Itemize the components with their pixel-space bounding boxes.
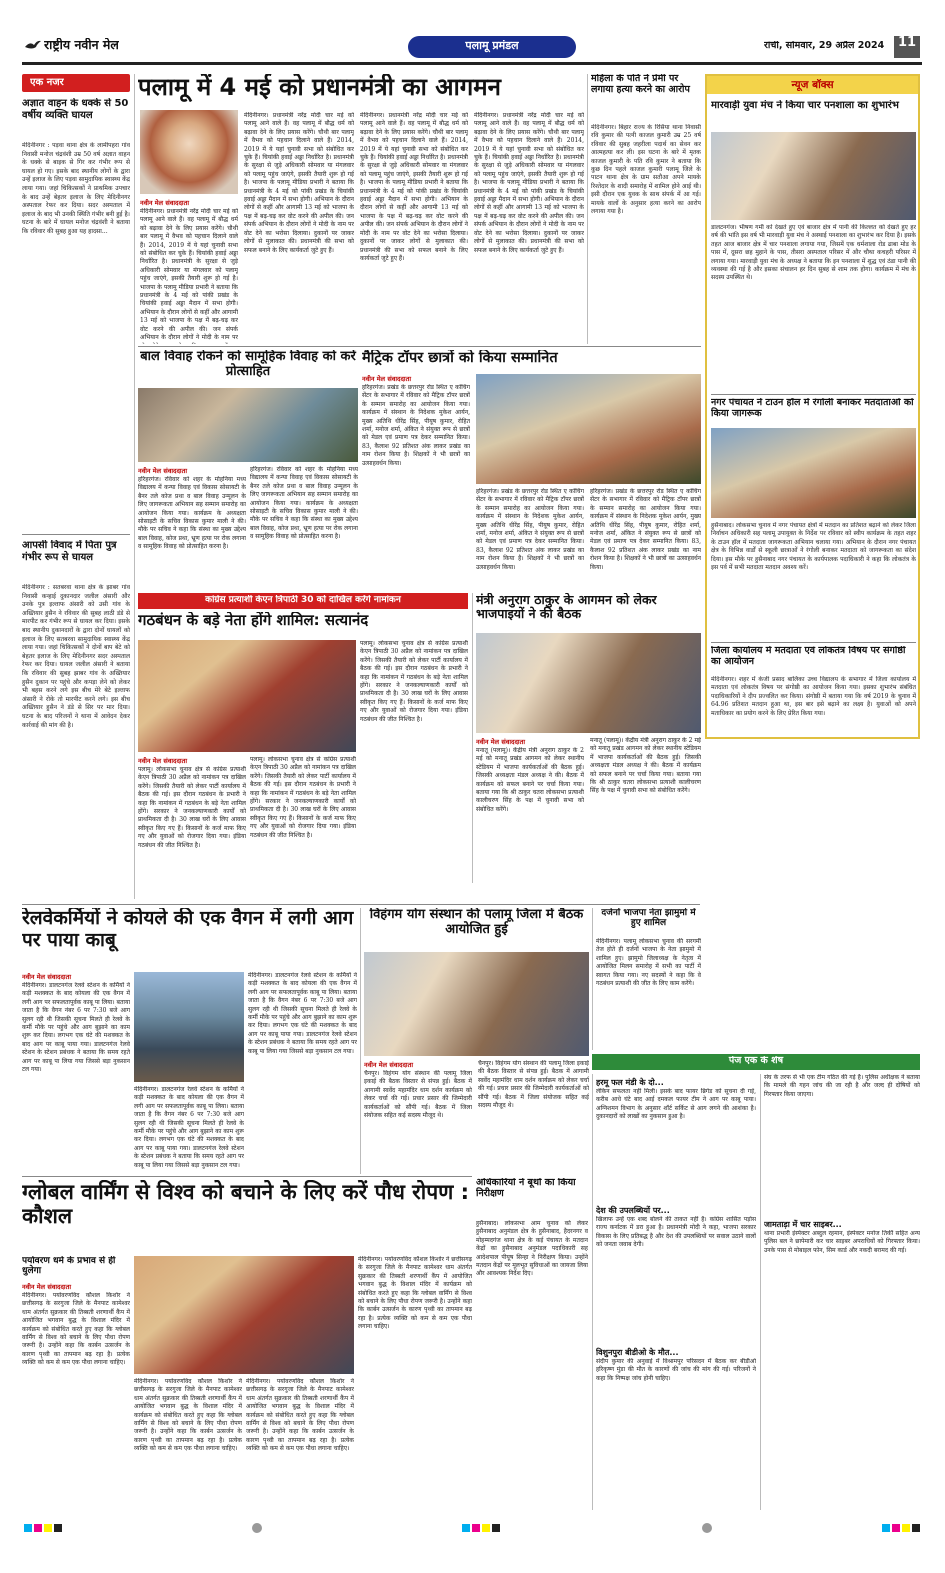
vihangam-story [364, 908, 589, 1174]
left-divider [22, 534, 130, 535]
left-col-rule [134, 74, 135, 899]
anurag-body: मनातू (पलामू)। केंद्रीय मंत्री अनुराग ठाकुर के 2 मई को मनातू प्रखंड आगमन को लेकर स्थानीय स्टेडियम में भाजपा कार्यकर्ताओं की बैठक हुई। जिसकी अध्यक्षता मंडल अध्यक्ष ने की। बैठक में कार्यक्रम को सफल बनाने पर चर्चा किया गया। बताया गया कि श्री ठाकुर चतरा लोकसभा प्रत्याशी कालीचरण सिंह के पक्ष में चुनावी सभा को संबोधित करेंगे। [476, 747, 584, 813]
shesh-s3-title: विशुनपुरा बीडीओ के मौत... [596, 1348, 679, 1357]
anurag-rule [472, 593, 473, 883]
railway-photo [134, 972, 244, 1082]
tripathi-kicker-bar [138, 593, 468, 609]
tripathi-body: पलामू। लोकसभा चुनाव क्षेत्र से कांग्रेस प्रत्याशी केएन त्रिपाठी 30 अप्रैल को नामांकन पत्र दाखिल करेंगे। जिसकी तैयारी को लेकर पार्टी कार्यालय में बैठक की गई। इस दौरान गठबंधन के प्रभारी ने कहा कि नामांकन में गठबंधन के बड़े नेता शामिल होंगे। सरकार ने जनकल्याणकारी कार्यों को प्राथमिकता दी है। 30 लाख घरों के लिए आवास स्वीकृत किए गए हैं। किसानों के कर्ज माफ किए गए और युवाओं को रोजगार दिया गया। इंडिया गठबंधन की जीत निश्चित है। [138, 766, 246, 849]
railway-headline: रेलवेकर्मियों ने कोयले की एक वैगन में लगी आग पर पाया काबू [22, 908, 354, 951]
vihangam-rule [360, 908, 361, 1174]
ek-nazar-header [22, 74, 130, 92]
lead-headline: पलामू में 4 मई को प्रधानमंत्री का आगमन [138, 74, 501, 101]
toppers-story [362, 350, 701, 590]
railway-byline: नवीन मेल संवाददाता [22, 973, 71, 981]
page-shesh-bar [592, 1054, 920, 1070]
lead-body-col3: मेदिनीनगर। प्रधानमंत्री नरेंद्र मोदी चार मई को पलामू आने वाले हैं। वह पलामू में बौद्ध धर्म को बढ़ावा देने के लिए प्रयास करेंगे। चौथी बार पलामू में वैभव को पहचान दिलाने वाले हैं। 2014, 2019 में ये यहां चुनावी सभा को संबोधित कर चुके हैं। चियांकी हवाई अड्डा निर्धारित है। प्रधानमंत्री के सुरक्षा से जुड़े अधिकारी सोमवार या मंगलवार को पलामू पहुंच जाएंगे, इसकी तैयारी शुरू हो गई है। भाजपा के पलामू मीडिया प्रभारी ने बताया कि प्रधानमंत्री के 4 मई को पांकी प्रखंड के चियांकी हवाई अड्डा मैदान में सभा होगी। अभियान के दौरान लोगों से कहीं और आगामी 13 मई को भाजपा के पक्ष में बढ़-चढ़ कर वोट करने की अपील की। जन संपर्क अभियान के दौरान लोगों ने मोदी के नाम पर वोट देने का भरोसा दिलाया। दुकानों पर जाकर लोगों से मुलाकात की। प्रधानमंत्री की सभा को सफल बनाने के लिए कार्यकर्ता जुटे हुए हैं। [360, 112, 468, 262]
shesh-s1-title: हरमू फल मंडी के दो... [596, 1078, 664, 1087]
vihangam-body-col2: चैनपुर। विहंगम योग संस्थान की पलामू जिला इकाई की बैठक विस्तार से संपन्न हुई। बैठक में आगामी स्वर्वेद महामंदिर धाम दर्शन कार्यक्रम को लेकर चर्चा की गई। प्रचार प्रसार की जिम्मेदारी कार्यकर्ताओं को सौंपी गई। बैठक में जिला संयोजक सहित कई सदस्य मौजूद थे। [478, 1060, 589, 1110]
toppers-headline: मैट्रिक टॉपर छात्रों को किया सम्मानित [362, 350, 558, 366]
child-marriage-body: हरिहरगंज। रविवार को शहर के मोहनिया मध्य विद्यालय में कन्या विवाह एवं विकास सोसायटी के बैनर तले कोज प्रथा व बाल विवाह उन्मूलन के लिए जागरूकता अभियान सह सम्मान समारोह का आयोजन किया गया। कार्यक्रम के अध्यक्षता सोसाइटी के सचिव विकास कुमार माली ने की। मौके पर सचिव ने कहा कि संस्था का मुख्य उद्देश्य बाल विवाह, कोज प्रथा, भ्रूण हत्या पर रोक लगाना व सामूहिक विवाह को प्रोत्साहित करना है। [138, 476, 246, 551]
right-story1-headline: महिला के पति ने प्रेमी पर लगाया हत्या करने का आरोप [591, 74, 690, 95]
left-story2-body: मेदिनीनगर : सतबरवा थाना क्षेत्र के झाबर गांव निवासी कन्हाई दुकानदार जलील अंसारी और उनके पुत्र इल्ताफ अंसारी को उसी गांव के अख्तियार हुसैन ने रविवार की सुबह लाठी डंडे से मारपीट कर गंभीर रूप से घायल कर दिया। इसके बाद स्थानीय दुकानदारों के द्वारा दोनों घायलों को इलाज के लिए सतबरवा सामुदायिक स्वास्थ्य केंद्र लाया गया। जहां चिकित्सकों ने दोनों बाप बेटे को बेहतर इलाज के लिए मेदिनीनगर सदर अस्पताल रेफर कर दिया। घायल जलील अंसारी ने बताया कि रविवार की सुबह झाबर गांव के अख्तियार हुसैन दुकान पर पहुंचे और कपड़ा लेने को लेकर भी बहस करने लगे इस बीच मेरे बेटे इल्ताफ अंसारी ने रोके तो मारपीट करने लगे। इस बीच अख्तियार हुसैन ने डंडे से सिर पर मार दिया। घटना के बाद परिजनों ने थाना में आवेदन देकर कार्रवाई की मांग की है। [22, 584, 130, 729]
dateline: रांची, सोमवार, 29 अप्रैल 2024 [764, 41, 885, 51]
child-marriage-byline: नवीन मेल संवाददाता [138, 467, 187, 475]
global-warming-body-col4: मेदिनीनगर। पर्यावरणविद कौशल किशोर ने छत्तीसगढ़ के सरगुजा जिले के मैनपाट कामेश्वर धाम अंतर्गत सुक्रकार की तिब्बती शरणार्थी कैंप में आयोजित भगवान बुद्ध के विशाल मंदिर में कार्यक्रम को संबोधित करते हुए कहा कि ग्लोबल वार्मिंग से विश्व को बचाने के लिए पौधा रोपण जरूरी है। उन्होंने कहा कि कार्बन उत्सर्जन के कारण पृथ्वी का तापमान बढ़ रहा है। प्रत्येक व्यक्ति को कम से कम एक पौधा लगाना चाहिए। [358, 1256, 472, 1331]
left-story2-headline: आपसी विवाद में पिता पुत्र गंभीर रूप से घायल [22, 540, 117, 563]
page-number: 11 [897, 36, 917, 50]
reg-swatch-black-2 [492, 1524, 500, 1532]
booth-body: हुसैनाबाद। लोकसभा आम चुनाव को लेकर हुसैनाबाद अनुमंडल क्षेत्र के हुसैनाबाद, हैदरनगर व मोहम्मदगंज थाना क्षेत्र के कई पंचायत के मतदान केंद्रों का हुसैनाबाद अनुमंडल पदाधिकारी सह आदेशपाल पीयूष सिन्हा ने निरीक्षण किया। उन्होंने मतदान केंद्रों पर मूलभूत सुविधाओं का जायजा लिया और आवश्यक निर्देश दिए। [476, 1220, 588, 1278]
section-label: पलामू प्रमंडल [465, 40, 519, 52]
toppers-body: हरिहरगंज। प्रखंड के छत्तरपुर रोड स्थित ए कोचिंग सेंटर के सभागार में रविवार को मैट्रिक टॉपर छात्रों के सम्मान समारोह का आयोजन किया गया। कार्यक्रम में संस्थान के निदेशक मुकेश आर्यन, मुख्य अतिथि धीरेंद्र सिंह, पीयूष कुमार, रोहित शर्मा, मनोज शर्मा, अंकित ने संयुक्त रूप से छात्रों को मेडल एवं प्रमाण पत्र देकर सम्मानित किया। 83, कैलाश 92 प्रतिशत अंक लाकर प्रखंड का नाम रोशन किया है। शिक्षकों ने भी छात्रों का उत्साहवर्धन किया। [362, 384, 470, 467]
railway-body-col2: मेदिनीनगर। डालटनगंज रेलवे स्टेशन के कर्मियों ने कड़ी मशक्कत के बाद कोयला की एक वैगन में लगी आग पर सफलतापूर्वक काबू पा लिया। बताया जाता है कि वैगन नंबर 6 पर 7:30 बजे आग सुलग रही थी जिसकी सूचना मिलते ही रेलवे के कर्मी मौके पर पहुंचे और आग बुझाने का काम शुरू कर दिया। लगभग एक घंटे की मशक्कत के बाद आग पर काबू पाया गया। डालटनगंज रेलवे स्टेशन के स्टेशन प्रबंधक ने बताया कि समय रहते आग पर काबू पा लिया गया जिससे बड़ा नुकसान टल गया। [134, 1086, 244, 1169]
tripathi-photo [138, 640, 356, 752]
global-warming-rule [22, 1176, 472, 1177]
reg-dot-1 [252, 1523, 262, 1533]
shesh-s4-body: थाना प्रभारी इंस्पेक्टर अब्दुल रहमान, इंस्पेक्टर मनोज तिर्की सहित अन्य पुलिस बल ने छापेमारी कर चार साइबर अपराधियों को गिरफ्तार किया। उनके पास से मोबाइल फोन, सिम कार्ड और नकदी बरामद की गई। [764, 1230, 920, 1254]
reg-swatch-cyan [24, 1524, 32, 1532]
tripathi-byline: नवीन मेल संवाददाता [138, 757, 187, 765]
panshala-photo [711, 132, 916, 220]
global-warming-sub: पर्यावरण धर्म के प्रभाव से ही धुलेगा [22, 1256, 116, 1277]
darjano-rule [592, 908, 593, 1050]
anurag-byline: नवीन मेल संवाददाता [476, 738, 525, 746]
reg-swatch-yellow-3 [902, 1524, 910, 1532]
right-box-story1 [591, 74, 701, 344]
page-number-box [894, 36, 920, 58]
child-marriage-photo [138, 388, 358, 462]
lead-body-col4: मेदिनीनगर। प्रधानमंत्री नरेंद्र मोदी चार मई को पलामू आने वाले हैं। वह पलामू में बौद्ध धर्म को बढ़ावा देने के लिए प्रयास करेंगे। चौथी बार पलामू में वैभव को पहचान दिलाने वाले हैं। 2014, 2019 में ये यहां चुनावी सभा को संबोधित कर चुके हैं। चियांकी हवाई अड्डा निर्धारित है। प्रधानमंत्री के सुरक्षा से जुड़े अधिकारी सोमवार या मंगलवार को पलामू पहुंच जाएंगे, इसकी तैयारी शुरू हो गई है। भाजपा के पलामू मीडिया प्रभारी ने बताया कि प्रधानमंत्री के 4 मई को पांकी प्रखंड के चियांकी हवाई अड्डा मैदान में सभा होगी। अभियान के दौरान लोगों से कहीं और आगामी 13 मई को भाजपा के पक्ष में बढ़-चढ़ कर वोट करने की अपील की। जन संपर्क अभियान के दौरान लोगों ने मोदी के नाम पर वोट देने का भरोसा दिलाया। दुकानों पर जाकर लोगों से मुलाकात की। प्रधानमंत्री की सभा को सफल बनाने के लिए कार्यकर्ता जुटे हुए हैं। [474, 112, 584, 254]
anurag-story [476, 593, 701, 883]
news-box-story4-body: मेदिनीनगर। शहर में केजी प्रसाद बालिका उच्च विद्यालय के सभागार में जिला कार्यालय में मतदाता एवं लोकतंत्र विषय पर संगोष्ठी का आयोजन किया गया। इसका शुभारंभ संबंधित पदाधिकारियों ने दीप प्रज्वलित कर किया। संगोष्ठी में बताया गया कि वर्ष 2019 के चुनाव में 64.96 प्रतिशत मतदान हुआ था, इस बार इसे बढ़ाने का लक्ष्य है। युवाओं को अपने मताधिकार का प्रयोग करने के लिए प्रेरित किया गया। [711, 676, 916, 717]
child-marriage-body-col2: हरिहरगंज। रविवार को शहर के मोहनिया मध्य विद्यालय में कन्या विवाह एवं विकास सोसायटी के बैनर तले कोज प्रथा व बाल विवाह उन्मूलन के लिए जागरूकता अभियान सह सम्मान समारोह का आयोजन किया गया। कार्यक्रम के अध्यक्षता सोसाइटी के सचिव विकास कुमार माली ने की। मौके पर सचिव ने कहा कि संस्था का मुख्य उद्देश्य बाल विवाह, कोज प्रथा, भ्रूण हत्या पर रोक लगाना व सामूहिक विवाह को प्रोत्साहित करना है। [250, 466, 358, 541]
shesh-rule1 [592, 1074, 593, 1510]
left-story1-headline: अज्ञात वाहन के धक्के से 50 वर्षीय व्यक्ति घायल [22, 98, 129, 121]
vihangam-headline: विहंगम योग संस्थान की पलामू जिला में बैठक आयोजित हुई [369, 908, 584, 937]
left-story1-body: मेदिनीनगर : पड़वा थाना क्षेत्र के लामीपहरा गांव निवासी मनोज चंद्रवंशी उम्र 50 वर्ष अज्ञात वाहन के धक्के से बाइक से गिर कर गंभीर रूप से घायल हो गए। इसके बाद स्थानीय लोगों के द्वारा उन्हें इलाज के लिए पड़वा सामुदायिक स्वास्थ्य केंद्र लाया गया। जहां चिकित्सकों ने प्राथमिक उपचार के बाद उन्हें बेहतर इलाज के लिए मेदिनीनगर अस्पताल रेफर कर दिया। सदर अस्पताल में इलाज के बाद भी उनकी स्थिति गंभीर बनी हुई है। घटना के बारे में घायल मनोज चंद्रवंशी ने बताया कि रविवार की सुबह हुआ यह हादसा... [22, 142, 130, 235]
right-story1-body: मेदिनीनगर। बिहार राज्य के रिसिया थाना निवासी रवि कुमार की पत्नी काजल कुमारी उम्र 25 वर्ष रविवार की सुबह जहरीला पदार्थ का सेवन कर आत्महत्या कर ली। इस घटना के बारे में मृतक काजल कुमारी के पति रवि कुमार ने बताया कि कुछ दिन पहले काजल कुमारी पलामू जिले के पाटन थाना क्षेत्र के ग्राम सतौआ अपने मायके रिश्तेदार के शादी समारोह में शामिल होने आई थी। इसी दौरान एक युवक के साथ संपर्क में आ गई। मायके वालों के अनुसार हत्या करने का आरोप लगाया गया है। [591, 124, 701, 216]
reg-swatch-magenta-2 [472, 1524, 480, 1532]
lead-body-col2: मेदिनीनगर। प्रधानमंत्री नरेंद्र मोदी चार मई को पलामू आने वाले हैं। वह पलामू में बौद्ध धर्म को बढ़ावा देने के लिए प्रयास करेंगे। चौथी बार पलामू में वैभव को पहचान दिलाने वाले हैं। 2014, 2019 में ये यहां चुनावी सभा को संबोधित कर चुके हैं। चियांकी हवाई अड्डा निर्धारित है। प्रधानमंत्री के सुरक्षा से जुड़े अधिकारी सोमवार या मंगलवार को पलामू पहुंच जाएंगे, इसकी तैयारी शुरू हो गई है। भाजपा के पलामू मीडिया प्रभारी ने बताया कि प्रधानमंत्री के 4 मई को पांकी प्रखंड के चियांकी हवाई अड्डा मैदान में सभा होगी। अभियान के दौरान लोगों से कहीं और आगामी 13 मई को भाजपा के पक्ष में बढ़-चढ़ कर वोट करने की अपील की। जन संपर्क अभियान के दौरान लोगों ने मोदी के नाम पर वोट देने का भरोसा दिलाया। दुकानों पर जाकर लोगों से मुलाकात की। प्रधानमंत्री की सभा को सफल बनाने के लिए कार्यकर्ता जुटे हुए हैं। [244, 112, 354, 254]
section-pill [408, 36, 576, 58]
child-marriage-headline: बाल विवाह रोकने को सामूहिक विवाह को करें प्रोत्साहित [140, 350, 356, 379]
anurag-body-col2: मनातू (पलामू)। केंद्रीय मंत्री अनुराग ठाकुर के 2 मई को मनातू प्रखंड आगमन को लेकर स्थानीय स्टेडियम में भाजपा कार्यकर्ताओं की बैठक हुई। जिसकी अध्यक्षता मंडल अध्यक्ष ने की। बैठक में कार्यक्रम को सफल बनाने पर चर्चा किया गया। बताया गया कि श्री ठाकुर चतरा लोकसभा प्रत्याशी कालीचरण सिंह के पक्ष में चुनावी सभा को संबोधित करेंगे। [590, 737, 701, 795]
news-box [705, 74, 920, 739]
page-shesh-col2 [764, 1074, 920, 1510]
darjano-story [596, 908, 701, 1050]
darjano-headline: दर्जनों भाजपा नेता झामुमो में हुए शामिल [601, 908, 696, 929]
toppers-byline: नवीन मेल संवाददाता [362, 375, 411, 383]
railway-body-col3: मेदिनीनगर। डालटनगंज रेलवे स्टेशन के कर्मियों ने कड़ी मशक्कत के बाद कोयला की एक वैगन में लगी आग पर सफलतापूर्वक काबू पा लिया। बताया जाता है कि वैगन नंबर 6 पर 7:30 बजे आग सुलग रही थी जिसकी सूचना मिलते ही रेलवे के कर्मी मौके पर पहुंचे और आग बुझाने का काम शुरू कर दिया। लगभग एक घंटे की मशक्कत के बाद आग पर काबू पाया गया। डालटनगंज रेलवे स्टेशन के स्टेशन प्रबंधक ने बताया कि समय रहते आग पर काबू पा लिया गया जिससे बड़ा नुकसान टल गया। [248, 972, 357, 1055]
rangoli-photo [711, 428, 916, 518]
masthead [22, 36, 922, 70]
global-warming-story [22, 1180, 472, 1510]
shesh-s3-body: संदीप कुमार की अनुवाई में विश्रामपुर परिसदन में बैठक कर बीडीओ हरिकृष्ण मुंडा की मौत के कारणों की जांच की मांग की गई। परिजनों ने कहा कि निष्पक्ष जांच होनी चाहिए। [596, 1358, 756, 1382]
booth-story [476, 1178, 588, 1510]
lead-bottom-rule [138, 346, 701, 347]
news-box-story4-headline: जिला कार्यालय में मतदाता एवं लोकतंत्र विषय पर संगोष्ठी का आयोजन [711, 646, 906, 667]
darjano-body: मेदिनीनगर। पलामू लोकसभा चुनाव की सरगर्मी तेज होते ही दर्जनों भाजपा के नेता झामुमो में शामिल हुए। झामुमो जिलाध्यक्ष के नेतृत्व में आयोजित मिलन समारोह में सभी का पार्टी में स्वागत किया गया। नए सदस्यों ने कहा कि वे गठबंधन प्रत्याशी की जीत के लिए काम करेंगे। [596, 938, 701, 988]
anurag-headline: मंत्री अनुराग ठाकुर के आगमन को लेकर भाजपाइयों ने की बैठक [476, 593, 657, 622]
tripathi-story [138, 612, 468, 902]
page-shesh-col1 [596, 1074, 756, 1510]
reg-swatch-cyan-3 [882, 1524, 890, 1532]
news-box-story3-body: हुसैनाबाद। लोकसभा चुनाव में नगर पंचायत क्षेत्रों में मतदान का प्रतिशत बढ़ाने को लेकर जिला निर्वाचन अधिकारी सह पलामू उपायुक्त के निर्देश पर रविवार को स्वीप कार्यक्रम के तहत शहर के टाउन हॉल में मतदाता जागरूकता अभियान चलाया गया। अभियान के दौरान नगर पंचायत क्षेत्र के विभिन्न वार्डों से स्कूली छात्राओं ने रंगोली बनाकर मतदाता को जागरूकता का संदेश दिया। इस मौके पर हुसैनाबाद नगर पंचायत के कार्यपालक पदाधिकारी ने कहा कि लोकतंत्र के इस पर्व में सभी मतदाता मतदान अवश्य करें। [711, 522, 916, 572]
reg-swatch-yellow-2 [482, 1524, 490, 1532]
toppers-photo [476, 374, 701, 484]
reg-dot-2 [702, 1523, 712, 1533]
global-warming-body: मेदिनीनगर। पर्यावरणविद कौशल किशोर ने छत्तीसगढ़ के सरगुजा जिले के मैनपाट कामेश्वर धाम अंतर्गत सुक्रकार की तिब्बती शरणार्थी कैंप में आयोजित भगवान बुद्ध के विशाल मंदिर में कार्यक्रम को संबोधित करते हुए कहा कि ग्लोबल वार्मिंग से विश्व को बचाने के लिए पौधा रोपण जरूरी है। उन्होंने कहा कि कार्बन उत्सर्जन के कारण पृथ्वी का तापमान बढ़ रहा है। प्रत्येक व्यक्ति को कम से कम एक पौधा लगाना चाहिए। [22, 1292, 130, 1367]
railway-story [22, 908, 357, 1174]
shesh-s2-title: देश की उपलब्धियों पर... [596, 1206, 670, 1215]
bird-logo-icon [24, 39, 42, 51]
reg-swatch-yellow [44, 1524, 52, 1532]
shesh-s1-body: लेकिन सफलता नहीं मिली। इसके बाद फायर ब्रिगेड को सूचना दी गई, करीब आधे घंटे बाद आई दमकल फायर टीम ने आग पर काबू पाया। अग्निशमन विभाग के अनुसार शॉर्ट सर्किट से आग लगने की आशंका है। दुकानदारों को लाखों का नुकसान हुआ है। [596, 1088, 756, 1121]
shesh-s2-body: खिलाफ उन्हें एक शब्द बोलने की ताकत नहीं है। कांग्रेस शासित पड़ोस राज्य कर्नाटक में डरा हुआ है। प्रधानमंत्री मोदी ने कहा, भाजपा सरकार विकास के लिए प्रतिबद्ध है और देश की उपलब्धियों पर सवाल उठाने वालों को जनता जवाब देगी। [596, 1216, 756, 1249]
masthead-rule [22, 62, 922, 65]
vihangam-byline: नवीन मेल संवाददाता [364, 1061, 413, 1069]
ek-nazar-label: एक नजर [30, 77, 64, 88]
reg-swatch-magenta-3 [892, 1524, 900, 1532]
toppers-body-col2: हरिहरगंज। प्रखंड के छत्तरपुर रोड स्थित ए कोचिंग सेंटर के सभागार में रविवार को मैट्रिक टॉपर छात्रों के सम्मान समारोह का आयोजन किया गया। कार्यक्रम में संस्थान के निदेशक मुकेश आर्यन, मुख्य अतिथि धीरेंद्र सिंह, पीयूष कुमार, रोहित शर्मा, मनोज शर्मा, अंकित ने संयुक्त रूप से छात्रों को मेडल एवं प्रमाण पत्र देकर सम्मानित किया। 83, कैलाश 92 प्रतिशत अंक लाकर प्रखंड का नाम रोशन किया है। शिक्षकों ने भी छात्रों का उत्साहवर्धन किया। [476, 488, 584, 571]
news-box-story3-headline: नगर पंचायत ने टाउन हॉल में रंगोली बनाकर मतदाताओं को किया जागरूक [711, 398, 914, 419]
left-column [22, 74, 130, 899]
news-box-story2-body: डालटनगंज। भीषण गर्मी को देखते हुए एवं बाजार क्षेत्र में पानी की किल्लत को देखते हुए हर वर्ष की भांति इस वर्ष भी मारवाड़ी युवा मंच ने अस्थाई पनशाला का शुभारंभ कर दिया है। इसके तहत आज बाजार क्षेत्र में चार पनशाला लगाया गया, जिसमें एक धर्मशाला रोड ढाबा मोड के पास में, दूसरा छह मुहाने के पास, तीसरा अस्पताल परिसर में और चौथा कचहरी परिसर में लगाया गया। मारवाड़ी युवा मंच के अध्यक्ष ने बताया कि इन पनशाला में शुद्ध एवं ठंडा पानी की व्यवस्था की गई है और इसका संचालन हर दिन सुबह से शाम तक होगा। कार्यक्रम में मंच के सदस्य उपस्थित थे। [711, 224, 916, 282]
toppers-body-col3: हरिहरगंज। प्रखंड के छत्तरपुर रोड स्थित ए कोचिंग सेंटर के सभागार में रविवार को मैट्रिक टॉपर छात्रों के सम्मान समारोह का आयोजन किया गया। कार्यक्रम में संस्थान के निदेशक मुकेश आर्यन, मुख्य अतिथि धीरेंद्र सिंह, पीयूष कुमार, रोहित शर्मा, मनोज शर्मा, अंकित ने संयुक्त रूप से छात्रों को मेडल एवं प्रमाण पत्र देकर सम्मानित किया। 83, कैलाश 92 प्रतिशत अंक लाकर प्रखंड का नाम रोशन किया है। शिक्षकों ने भी छात्रों का उत्साहवर्धन किया। [590, 488, 701, 571]
global-warming-body-col2: मेदिनीनगर। पर्यावरणविद कौशल किशोर ने छत्तीसगढ़ के सरगुजा जिले के मैनपाट कामेश्वर धाम अंतर्गत सुक्रकार की तिब्बती शरणार्थी कैंप में आयोजित भगवान बुद्ध के विशाल मंदिर में कार्यक्रम को संबोधित करते हुए कहा कि ग्लोबल वार्मिंग से विश्व को बचाने के लिए पौधा रोपण जरूरी है। उन्होंने कहा कि कार्बन उत्सर्जन के कारण पृथ्वी का तापमान बढ़ रहा है। प्रत्येक व्यक्ति को कम से कम एक पौधा लगाना चाहिए। [134, 1378, 242, 1453]
mid-right-rule [587, 74, 588, 344]
shesh-rule2 [760, 1074, 761, 1510]
vihangam-body: चैनपुर। विहंगम योग संस्थान की पलामू जिला इकाई की बैठक विस्तार से संपन्न हुई। बैठक में आगामी स्वर्वेद महामंदिर धाम दर्शन कार्यक्रम को लेकर चर्चा की गई। प्रचार प्रसार की जिम्मेदारी कार्यकर्ताओं को सौंपी गई। बैठक में जिला संयोजक सहित कई सदस्य मौजूद थे। [364, 1070, 472, 1120]
global-warming-body-col3: मेदिनीनगर। पर्यावरणविद कौशल किशोर ने छत्तीसगढ़ के सरगुजा जिले के मैनपाट कामेश्वर धाम अंतर्गत सुक्रकार की तिब्बती शरणार्थी कैंप में आयोजित भगवान बुद्ध के विशाल मंदिर में कार्यक्रम को संबोधित करते हुए कहा कि ग्लोबल वार्मिंग से विश्व को बचाने के लिए पौधा रोपण जरूरी है। उन्होंने कहा कि कार्बन उत्सर्जन के कारण पृथ्वी का तापमान बढ़ रहा है। प्रत्येक व्यक्ति को कम से कम एक पौधा लगाना चाहिए। [246, 1378, 354, 1453]
tripathi-body-col3: पलामू। लोकसभा चुनाव क्षेत्र से कांग्रेस प्रत्याशी केएन त्रिपाठी 30 अप्रैल को नामांकन पत्र दाखिल करेंगे। जिसकी तैयारी को लेकर पार्टी कार्यालय में बैठक की गई। इस दौरान गठबंधन के प्रभारी ने कहा कि नामांकन में गठबंधन के बड़े नेता शामिल होंगे। सरकार ने जनकल्याणकारी कार्यों को प्राथमिकता दी है। 30 लाख घरों के लिए आवास स्वीकृत किए गए हैं। किसानों के कर्ज माफ किए गए और युवाओं को रोजगार दिया गया। इंडिया गठबंधन की जीत निश्चित है। [360, 640, 468, 723]
paper-name: राष्ट्रीय नवीन मेल [44, 38, 119, 52]
vihangam-photo [364, 952, 589, 1056]
modi-photo [140, 110, 238, 194]
global-warming-headline: ग्लोबल वार्मिंग से विश्व को बचाने के लिए करें पौध रोपण : कौशल [22, 1180, 470, 1229]
global-warming-photo [134, 1256, 354, 1374]
tripathi-headline: गठबंधन के बड़े नेता होंगे शामिल: सत्यानंद [138, 612, 369, 629]
tripathi-body-col2: पलामू। लोकसभा चुनाव क्षेत्र से कांग्रेस प्रत्याशी केएन त्रिपाठी 30 अप्रैल को नामांकन पत्र दाखिल करेंगे। जिसकी तैयारी को लेकर पार्टी कार्यालय में बैठक की गई। इस दौरान गठबंधन के प्रभारी ने कहा कि नामांकन में गठबंधन के बड़े नेता शामिल होंगे। सरकार ने जनकल्याणकारी कार्यों को प्राथमिकता दी है। 30 लाख घरों के लिए आवास स्वीकृत किए गए हैं। किसानों के कर्ज माफ किए गए और युवाओं को रोजगार दिया गया। इंडिया गठबंधन की जीत निश्चित है। [250, 756, 356, 839]
shesh-s4-title: जामताड़ा में चार साइबर... [764, 1220, 842, 1229]
news-box-rule2 [711, 642, 916, 643]
anurag-photo [476, 633, 701, 733]
news-box-rule1 [711, 394, 916, 395]
railway-body: मेदिनीनगर। डालटनगंज रेलवे स्टेशन के कर्मियों ने कड़ी मशक्कत के बाद कोयला की एक वैगन में लगी आग पर सफलतापूर्वक काबू पा लिया। बताया जाता है कि वैगन नंबर 6 पर 7:30 बजे आग सुलग रही थी जिसकी सूचना मिलते ही रेलवे के कर्मी मौके पर पहुंचे और आग बुझाने का काम शुरू कर दिया। लगभग एक घंटे की मशक्कत के बाद आग पर काबू पाया गया। डालटनगंज रेलवे स्टेशन के स्टेशन प्रबंधक ने बताया कि समय रहते आग पर काबू पा लिया गया जिससे बड़ा नुकसान टल गया। [22, 982, 130, 1074]
booth-headline: अधिकारियों ने बूथों का किया निरीक्षण [476, 1178, 576, 1199]
reg-swatch-black-3 [912, 1524, 920, 1532]
news-box-header [707, 76, 918, 94]
shesh-s5-body: संघ के तरफ से भी एक टीम गठित की गई है। पुलिस अधीक्षक ने बताया कि मामले की गहन जांच की जा रही है और जल्द ही दोषियों को गिरफ्तार किया जाएगा। [764, 1074, 920, 1098]
reg-swatch-cyan-2 [462, 1524, 470, 1532]
news-box-story2-headline: मारवाड़ी युवा मंच ने किया चार पनशाला का शुभारंभ [711, 100, 899, 111]
color-registration-strip [22, 1522, 922, 1534]
global-warming-byline: नवीन मेल संवाददाता [22, 1283, 71, 1291]
reg-swatch-magenta [34, 1524, 42, 1532]
mid-rule [22, 904, 700, 905]
lead-byline: नवीन मेल संवाददाता [140, 199, 189, 207]
lead-story [138, 74, 584, 344]
tripathi-kicker: कांग्रेस प्रत्याशी केएन त्रिपाठी 30 को दाखिल करेंगे नामांकन [205, 595, 401, 605]
child-marriage-story [138, 350, 358, 620]
news-box-title: न्यूज बॉक्स [791, 79, 834, 91]
reg-swatch-black [54, 1524, 62, 1532]
page-shesh-title: पेज एक के शेष [728, 1056, 784, 1066]
lead-body: मेदिनीनगर। प्रधानमंत्री नरेंद्र मोदी चार मई को पलामू आने वाले हैं। वह पलामू में बौद्ध धर्म को बढ़ावा देने के लिए प्रयास करेंगे। चौथी बार पलामू में वैभव को पहचान दिलाने वाले हैं। 2014, 2019 में ये यहां चुनावी सभा को संबोधित कर चुके हैं। चियांकी हवाई अड्डा निर्धारित है। प्रधानमंत्री के सुरक्षा से जुड़े अधिकारी सोमवार या मंगलवार को पलामू पहुंच जाएंगे, इसकी तैयारी शुरू हो गई है। भाजपा के पलामू मीडिया प्रभारी ने बताया कि प्रधानमंत्री के 4 मई को पांकी प्रखंड के चियांकी हवाई अड्डा मैदान में सभा होगी। अभियान के दौरान लोगों से कहीं और आगामी 13 मई को भाजपा के पक्ष में बढ़-चढ़ कर वोट करने की अपील की। जन संपर्क अभियान के दौरान लोगों ने मोदी के नाम पर [140, 208, 238, 342]
